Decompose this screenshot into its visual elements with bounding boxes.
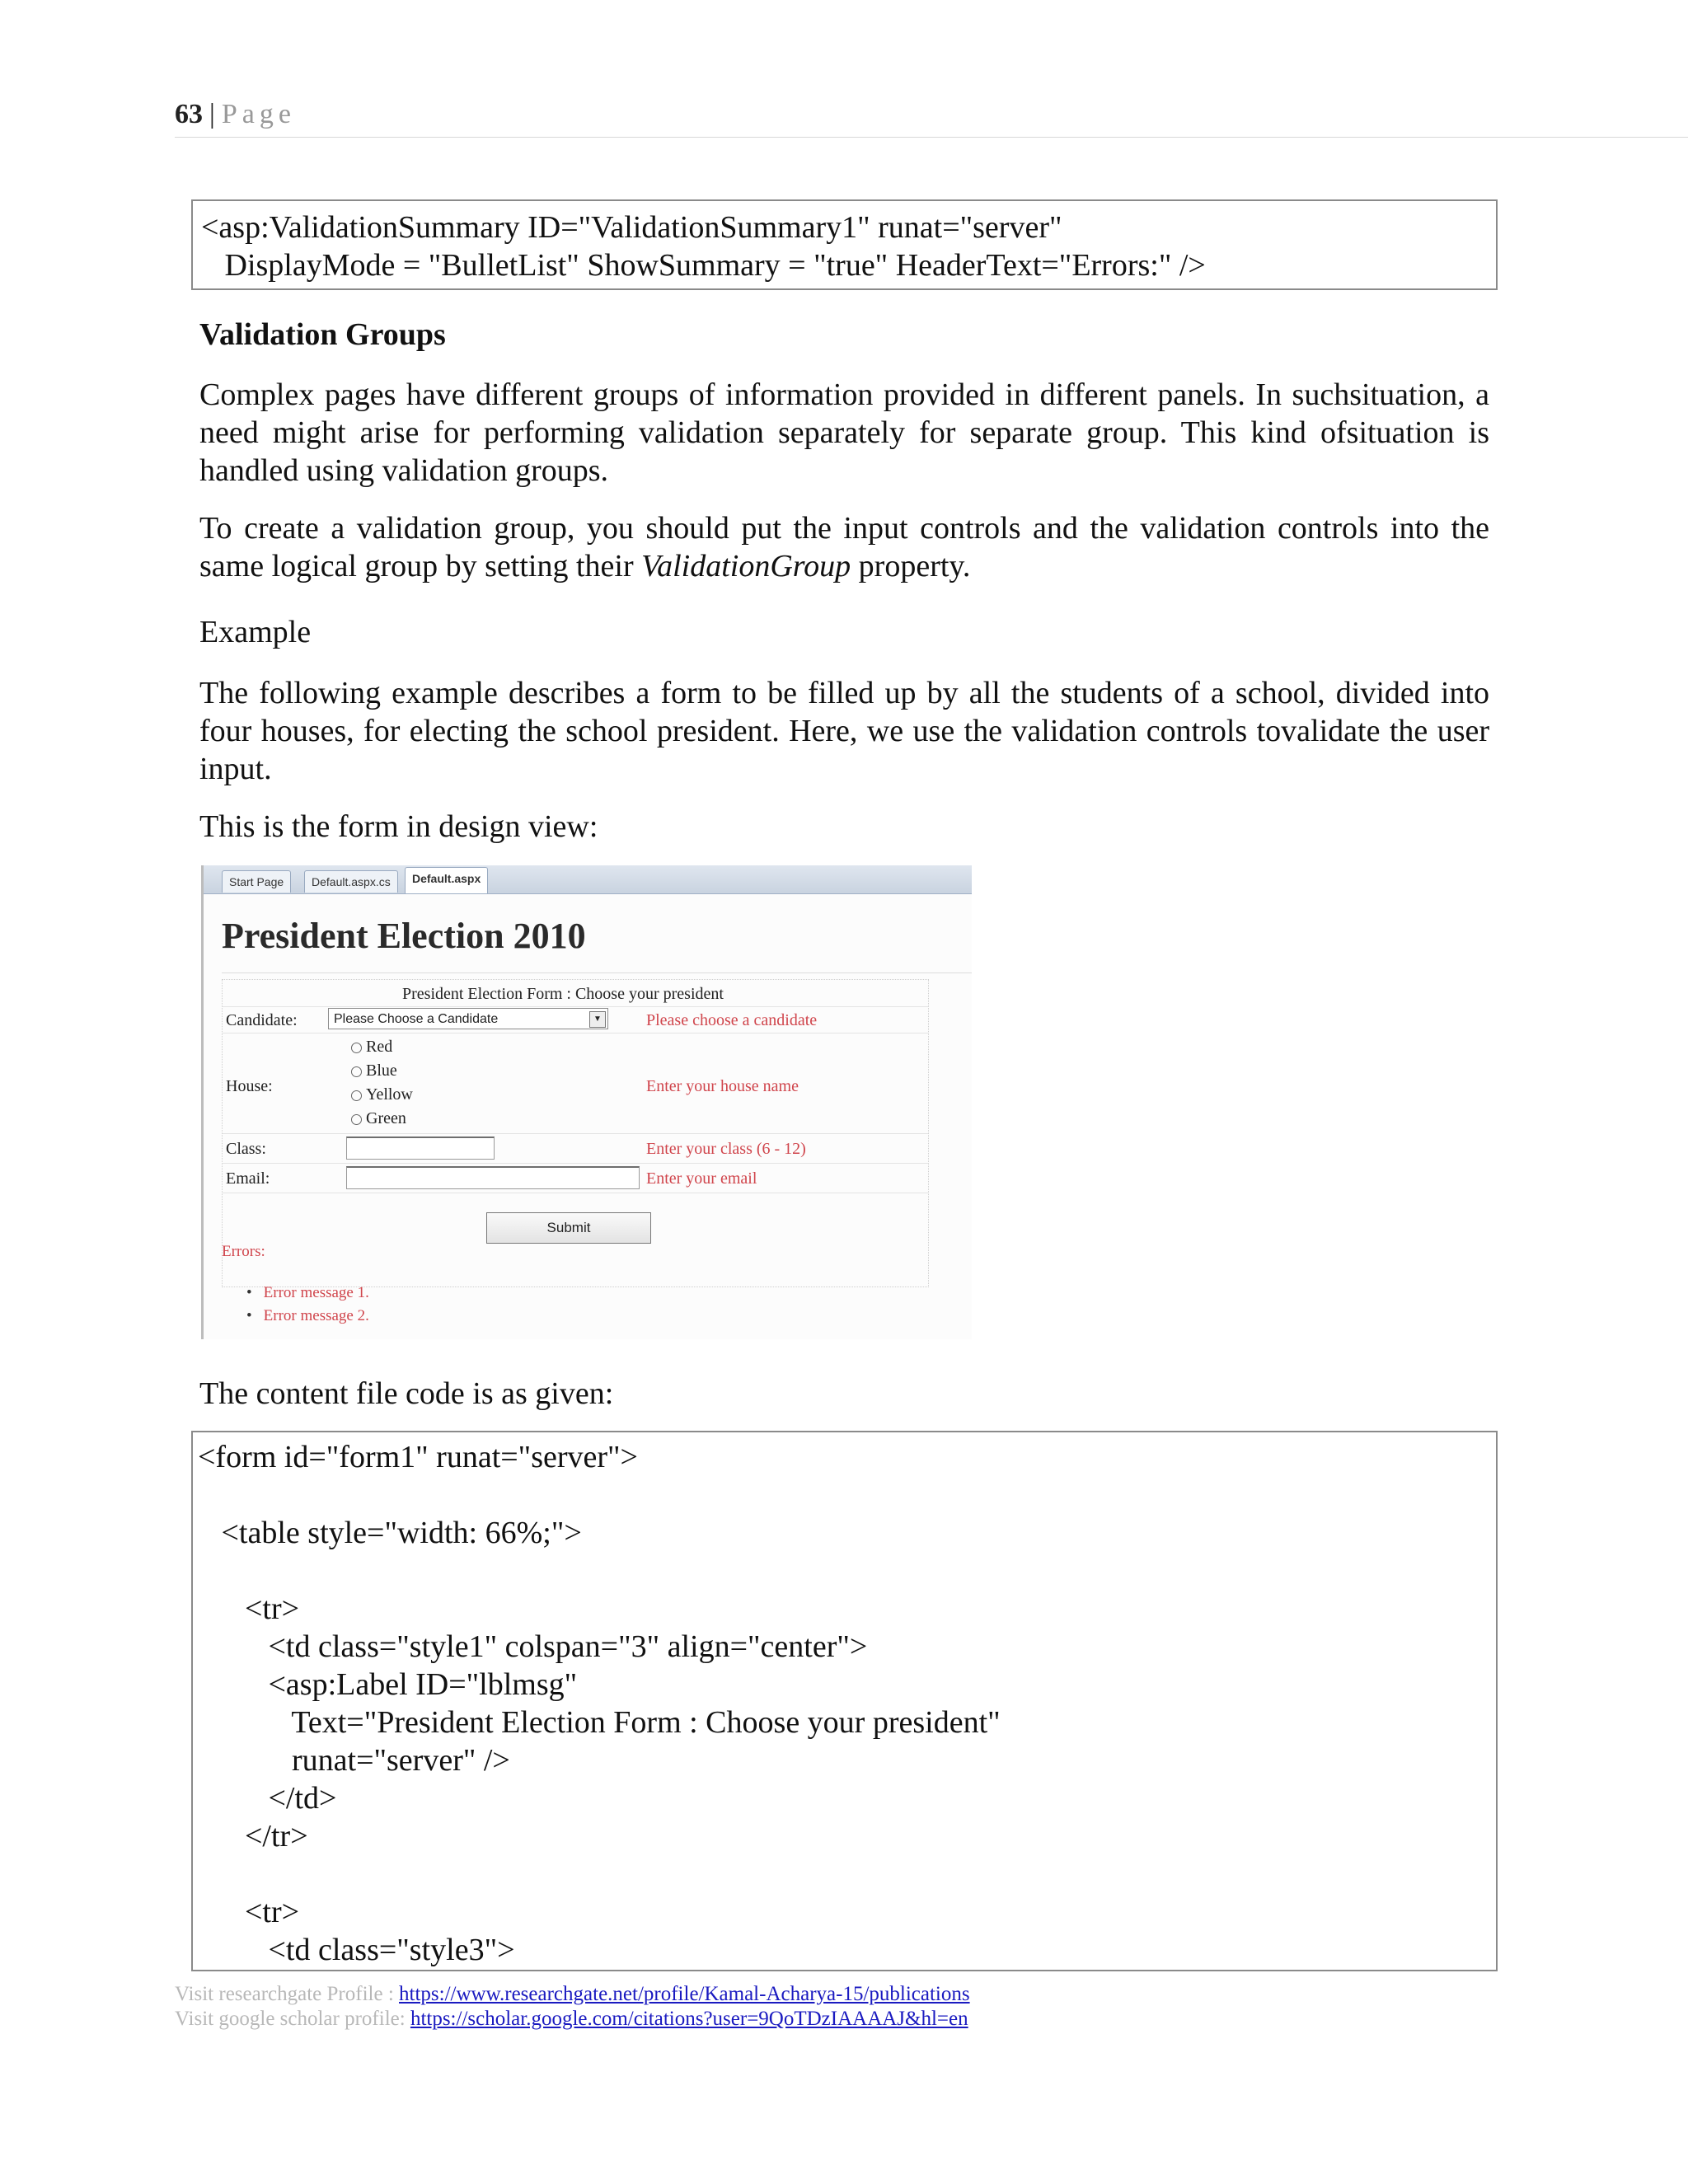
paragraph-1: Complex pages have different groups of information provided in different panels. In suchsituation, a need might arise for performing validation separately for separate group. This kind ofsituation is handled using validation groups. [199,377,1489,488]
candidate-select-value: Please Choose a Candidate [334,1012,499,1026]
header-separator: | [209,99,215,129]
bullet-icon: • [246,1284,252,1301]
house-radio-green[interactable] [351,1109,406,1128]
validation-group-term: ValidationGroup [641,549,851,583]
code-line: </td> [198,1781,337,1816]
code-line: runat="server" /> [198,1743,510,1778]
error-message-text: Error message 2. [263,1307,369,1324]
error-message [246,1284,369,1302]
house-option-label: Yellow [366,1085,413,1104]
researchgate-link[interactable]: https://www.researchgate.net/profile/Kamal-Acharya-15/publications [399,1983,970,2005]
code-line: DisplayMode = "BulletList" ShowSummary = "true" HeaderText="Errors:" /> [201,248,1206,283]
house-radio-red[interactable] [351,1038,392,1057]
tab-default-aspx[interactable]: Default.aspx [405,867,488,893]
candidate-error: Please choose a candidate [646,1011,818,1029]
submit-button[interactable]: Submit [486,1212,651,1244]
paragraph-2-tail: property. [851,549,971,583]
dropdown-arrow-icon[interactable]: ▼ [589,1011,606,1028]
editor-tab-strip [204,865,972,894]
code-block-1 [191,199,1498,290]
tab-default-aspx-cs[interactable]: Default.aspx.cs [304,870,398,893]
code-line: Text="President Election Form : Choose your president" [198,1705,1001,1740]
code-block-2 [191,1431,1498,1971]
code-line: <tr> [198,1591,300,1626]
scholar-link[interactable]: https://scholar.google.com/citations?user=9QoTDzIAAAAJ&hl=en [410,2008,968,2030]
code-line: <form id="form1" runat="server"> [198,1440,638,1474]
paragraph-2-text: To create a validation group, you should put the input controls and the validation controls into the same logical group by setting their [199,511,1489,583]
page-number: 63 [175,99,203,129]
section-heading: Validation Groups [199,317,446,352]
code-line: <asp:Label ID="lblmsg" [198,1667,578,1702]
title-divider [222,972,972,973]
header-divider [175,137,1688,138]
paragraph-2 [199,509,1489,585]
candidate-label: Candidate: [226,1011,298,1029]
paragraph-4: This is the form in design view: [199,809,598,844]
code-line: <td class="style1" colspan="3" align="center"> [198,1629,868,1664]
house-radio-yellow[interactable] [351,1085,413,1104]
house-option-label: Green [366,1109,406,1127]
example-label: Example [199,615,312,649]
paragraph-3: The following example describes a form to be filled up by all the students of a school, divided into four houses, for electing the school president. Here, we use the validation controls tovalidate the user input. [199,676,1489,786]
class-label: Class: [226,1140,266,1158]
footer-researchgate [175,1983,970,2006]
house-label: House: [226,1077,273,1095]
radio-icon [351,1043,362,1053]
code-line: <asp:ValidationSummary ID="ValidationSummary1" runat="server" [201,210,1062,245]
scholar-label: Visit google scholar profile: [175,2008,410,2030]
paragraph-5: The content file code is as given: [199,1376,614,1411]
radio-icon [351,1066,362,1077]
candidate-select[interactable] [328,1008,608,1029]
error-message-text: Error message 1. [263,1284,369,1301]
tab-start-page[interactable]: Start Page [222,870,291,893]
row-divider [223,1133,928,1134]
design-view-screenshot [201,865,972,1339]
radio-icon [351,1090,362,1101]
code-line: <table style="width: 66%;"> [198,1516,582,1550]
election-form-table [222,979,929,1287]
code-line: <tr> [198,1895,300,1929]
email-label: Email: [226,1169,270,1188]
election-title: President Election 2010 [222,916,586,956]
house-radio-blue[interactable] [351,1062,397,1080]
errors-header: Errors: [222,1243,265,1260]
class-input[interactable] [346,1137,495,1160]
email-error: Enter your email [646,1169,757,1188]
row-divider [223,1006,928,1007]
page-word: Page [221,99,296,129]
researchgate-label: Visit researchgate Profile : [175,1983,400,2005]
house-option-label: Blue [366,1062,397,1080]
class-error: Enter your class (6 - 12) [646,1140,806,1158]
radio-icon [351,1114,362,1125]
row-divider [223,1163,928,1164]
code-line: </tr> [198,1819,308,1854]
error-message [246,1307,369,1325]
house-error: Enter your house name [646,1077,799,1095]
house-option-label: Red [366,1038,393,1056]
form-caption: President Election Form : Choose your president [402,985,724,1003]
code-line: <td class="style3"> [198,1933,515,1967]
bullet-icon: • [246,1307,252,1324]
email-input[interactable] [346,1166,640,1189]
page-header [175,99,296,130]
footer-scholar [175,2008,968,2031]
